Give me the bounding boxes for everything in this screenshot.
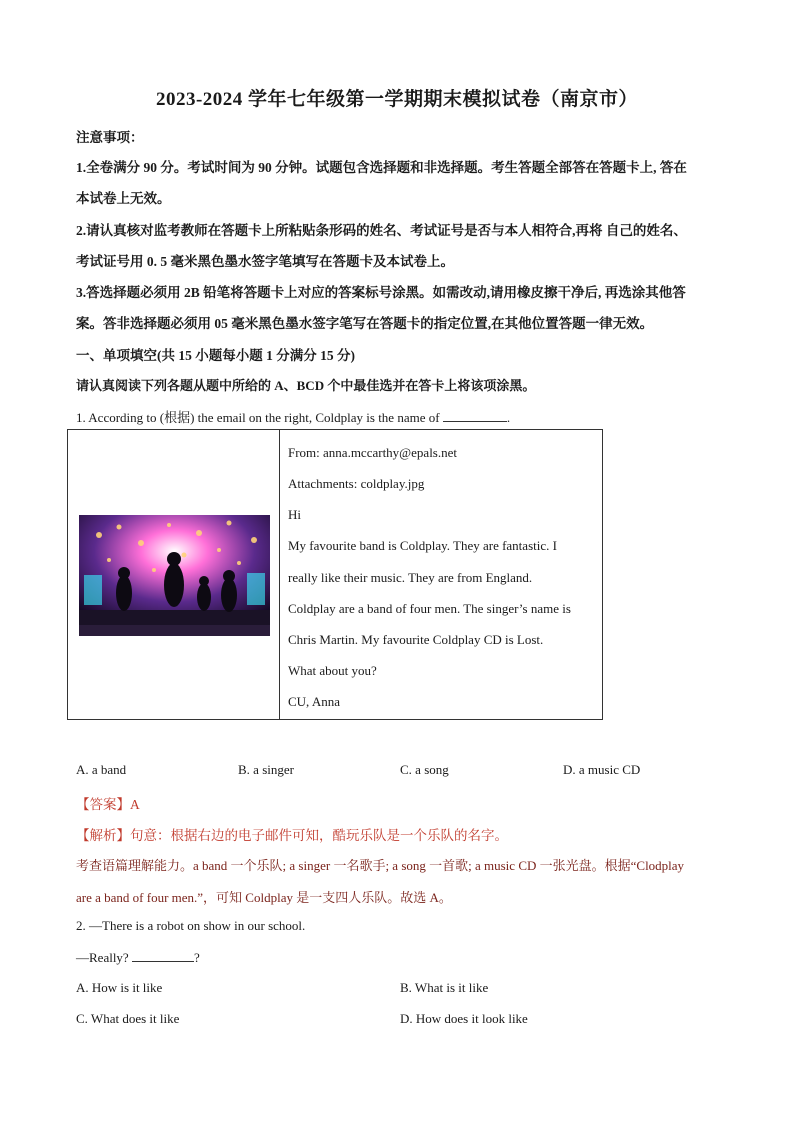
question-1-analysis: 【解析】句意：根据右边的电子邮件可知，酷玩乐队是一个乐队的名字。 xyxy=(76,828,508,843)
question-2-option-b: B. What is it like xyxy=(400,980,489,995)
question-2-line-2-end: ? xyxy=(193,950,200,965)
concert-photo xyxy=(79,515,270,636)
question-2-option-a: A. How is it like xyxy=(76,980,163,995)
email-table xyxy=(67,429,603,720)
notice-item-1-line-1: 1.全卷满分 90 分。考试时间为 90 分钟。试题包含选择题和非选择题。考生答题全部答在答题卡上, 答在 xyxy=(76,160,687,175)
answer-blank xyxy=(443,409,507,422)
question-2-line-1: 2. —There is a robot on show in our school. xyxy=(76,918,306,933)
email-attachments: Attachments: coldplay.jpg xyxy=(288,476,425,491)
notice-item-1-line-2: 本试卷上无效。 xyxy=(76,191,171,206)
notice-item-2-line-1: 2.请认真核对监考教师在答题卡上所粘贴条形码的姓名、考试证号是否与本人相符合,再将 自己的姓名、 xyxy=(76,223,687,238)
question-2-line-2-text: —Really? xyxy=(76,950,129,965)
answer-blank xyxy=(132,949,194,962)
question-2-line-2 xyxy=(76,949,200,966)
email-from: From: anna.mccarthy@epals.net xyxy=(288,445,457,460)
email-body-line: Coldplay are a band of four men. The singer’s name is xyxy=(288,601,571,616)
question-1-analysis-detail: 考查语篇理解能力。a band 一个乐队; a singer 一名歌手; a song 一首歌; a music CD 一张光盘。根据“Clodplay xyxy=(76,858,685,873)
email-body-line: What about you? xyxy=(288,663,377,678)
email-greeting: Hi xyxy=(288,507,301,522)
section-1-instruction: 请认真阅读下列各题从题中所给的 A、BCD 个中最佳选并在答卡上将该项涂黑。 xyxy=(76,378,536,393)
question-1-answer: 【答案】A xyxy=(76,797,140,812)
page-title: 2023-2024 学年七年级第一学期期末模拟试卷（南京市） xyxy=(155,89,639,110)
notice-item-2-line-2: 考试证号用 0. 5 毫米黑色墨水签字笔填写在答题卡及本试卷上。 xyxy=(76,254,454,269)
email-body-line: Chris Martin. My favourite Coldplay CD is Lost. xyxy=(288,632,544,647)
question-1-stem xyxy=(76,407,510,426)
notice-item-3-line-1: 3.答选择题必须用 2B 铅笔将答题卡上对应的答案标号涂黑。如需改动,请用橡皮擦干净后, 再选涂其他答 xyxy=(76,285,686,300)
question-1-stem-text: 1. According to (根据) the email on the right, Coldplay is the name of xyxy=(76,410,440,425)
notice-item-3-line-2: 案。答非选择题必须用 05 毫米黑色墨水签字笔写在答题卡的指定位置,在其他位置答题一律无效。 xyxy=(76,316,654,331)
question-1-stem-end: . xyxy=(506,410,511,425)
section-1-heading: 一、单项填空(共 15 小题每小题 1 分满分 15 分) xyxy=(76,348,355,363)
table-divider xyxy=(279,430,280,719)
question-2-option-c: C. What does it like xyxy=(76,1011,180,1026)
question-1-option-d: D. a music CD xyxy=(563,762,641,777)
question-1-option-c: C. a song xyxy=(400,762,449,777)
question-1-option-b: B. a singer xyxy=(238,762,294,777)
email-signoff: CU, Anna xyxy=(288,694,340,709)
question-1-analysis-detail: are a band of four men.”，可知 Coldplay 是一支四人乐队。故选 A。 xyxy=(76,890,452,905)
question-2-option-d: D. How does it look like xyxy=(400,1011,528,1026)
question-1-option-a: A. a band xyxy=(76,762,127,777)
email-body-line: really like their music. They are from England. xyxy=(288,570,533,585)
email-body-line: My favourite band is Coldplay. They are fantastic. I xyxy=(288,538,557,553)
notice-heading: 注意事项： xyxy=(76,130,144,145)
